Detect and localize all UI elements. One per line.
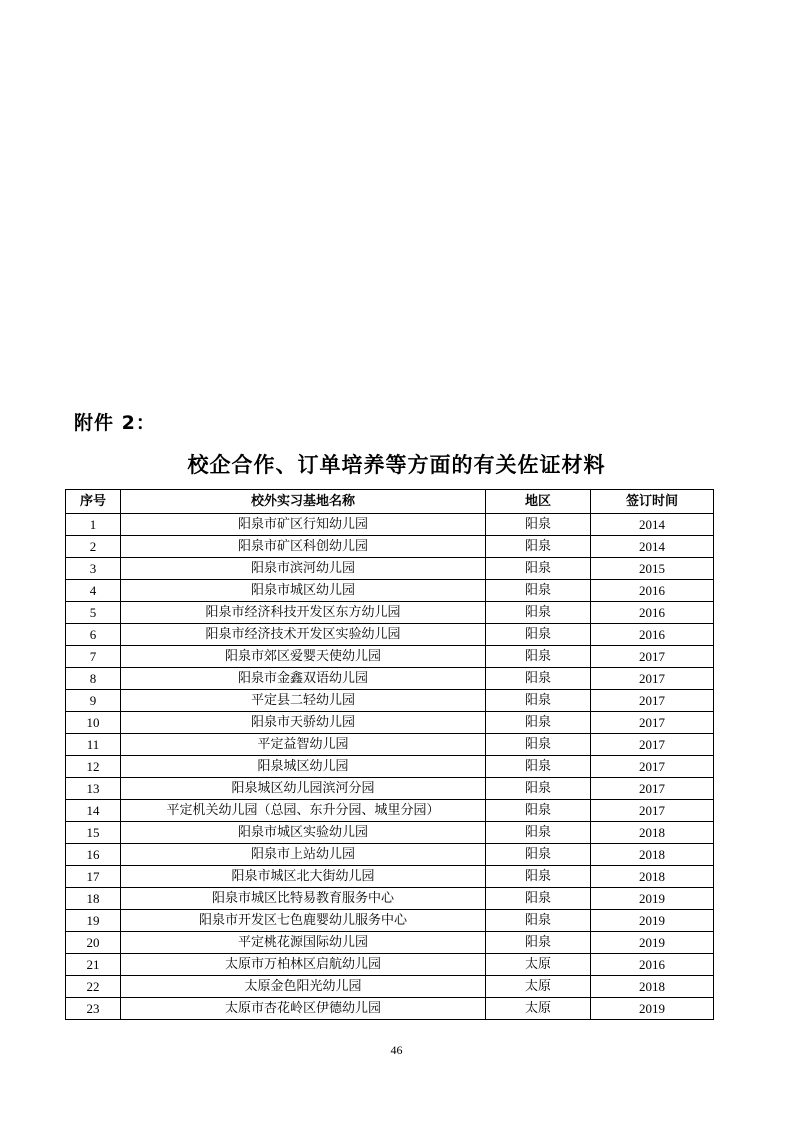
page-number: 46 [390,1043,403,1057]
cell-index: 10 [66,712,121,734]
table-body [66,514,714,1020]
cell-index: 12 [66,756,121,778]
cell-base-name: 平定桃花源国际幼儿园 [121,932,486,954]
cell-sign-date: 2019 [591,932,714,954]
header-region: 地区 [486,490,591,514]
table-row [66,888,714,910]
header-base-name: 校外实习基地名称 [121,490,486,514]
table-row [66,558,714,580]
cell-region: 阳泉 [486,536,591,558]
table-row [66,844,714,866]
table-row [66,514,714,536]
cell-base-name: 太原金色阳光幼儿园 [121,976,486,998]
cell-index: 16 [66,844,121,866]
cell-index: 5 [66,602,121,624]
table-row [66,800,714,822]
cell-base-name: 阳泉市城区北大街幼儿园 [121,866,486,888]
table-row [66,998,714,1020]
cell-base-name: 阳泉市城区幼儿园 [121,580,486,602]
table-row [66,910,714,932]
cell-index: 2 [66,536,121,558]
cell-base-name: 太原市万柏林区启航幼儿园 [121,954,486,976]
table-row [66,668,714,690]
cell-base-name: 阳泉市滨河幼儿园 [121,558,486,580]
cell-index: 4 [66,580,121,602]
cell-region: 阳泉 [486,668,591,690]
cell-region: 阳泉 [486,822,591,844]
cell-region: 阳泉 [486,646,591,668]
header-sign-date: 签订时间 [591,490,714,514]
cell-base-name: 阳泉市开发区七色鹿婴幼儿服务中心 [121,910,486,932]
cell-region: 太原 [486,998,591,1020]
cell-base-name: 太原市杏花岭区伊德幼儿园 [121,998,486,1020]
cell-region: 阳泉 [486,602,591,624]
cell-index: 6 [66,624,121,646]
cell-base-name: 阳泉市矿区科创幼儿园 [121,536,486,558]
cell-base-name: 阳泉市上站幼儿园 [121,844,486,866]
table-row [66,646,714,668]
cell-sign-date: 2016 [591,624,714,646]
table-row [66,756,714,778]
table-row [66,976,714,998]
cell-base-name: 平定县二轻幼儿园 [121,690,486,712]
table-row [66,536,714,558]
table-row [66,602,714,624]
cell-region: 阳泉 [486,800,591,822]
cell-sign-date: 2017 [591,646,714,668]
cell-region: 阳泉 [486,624,591,646]
cell-index: 15 [66,822,121,844]
cell-base-name: 阳泉城区幼儿园滨河分园 [121,778,486,800]
cell-region: 阳泉 [486,580,591,602]
cell-sign-date: 2015 [591,558,714,580]
cell-sign-date: 2019 [591,998,714,1020]
cell-index: 18 [66,888,121,910]
cell-sign-date: 2017 [591,800,714,822]
cell-region: 阳泉 [486,734,591,756]
cell-index: 7 [66,646,121,668]
cell-region: 阳泉 [486,888,591,910]
cell-region: 阳泉 [486,558,591,580]
cell-index: 17 [66,866,121,888]
cell-sign-date: 2017 [591,778,714,800]
header-index: 序号 [66,490,121,514]
cell-index: 8 [66,668,121,690]
cell-index: 22 [66,976,121,998]
cell-sign-date: 2017 [591,756,714,778]
cell-sign-date: 2016 [591,602,714,624]
practice-base-table [65,489,714,1020]
cell-base-name: 阳泉城区幼儿园 [121,756,486,778]
cell-sign-date: 2017 [591,690,714,712]
cell-sign-date: 2017 [591,668,714,690]
cell-index: 3 [66,558,121,580]
cell-base-name: 阳泉市城区实验幼儿园 [121,822,486,844]
cell-sign-date: 2019 [591,888,714,910]
cell-index: 1 [66,514,121,536]
cell-sign-date: 2018 [591,822,714,844]
cell-sign-date: 2018 [591,866,714,888]
table-row [66,778,714,800]
cell-base-name: 平定益智幼儿园 [121,734,486,756]
cell-sign-date: 2016 [591,954,714,976]
cell-region: 阳泉 [486,778,591,800]
cell-base-name: 平定机关幼儿园（总园、东升分园、城里分园） [121,800,486,822]
cell-region: 阳泉 [486,712,591,734]
table-header-row [66,490,714,514]
cell-base-name: 阳泉市郊区爱婴天使幼儿园 [121,646,486,668]
cell-base-name: 阳泉市天骄幼儿园 [121,712,486,734]
table-row [66,932,714,954]
cell-sign-date: 2017 [591,712,714,734]
cell-region: 太原 [486,954,591,976]
cell-index: 14 [66,800,121,822]
cell-region: 阳泉 [486,756,591,778]
cell-index: 9 [66,690,121,712]
cell-sign-date: 2018 [591,844,714,866]
table-row [66,822,714,844]
cell-region: 太原 [486,976,591,998]
table-row [66,580,714,602]
cell-index: 11 [66,734,121,756]
cell-region: 阳泉 [486,514,591,536]
cell-base-name: 阳泉市矿区行知幼儿园 [121,514,486,536]
document-title: 校企合作、订单培养等方面的有关佐证材料 [187,453,606,477]
cell-index: 13 [66,778,121,800]
cell-index: 21 [66,954,121,976]
annex-label: 附件 2： [74,412,156,434]
cell-region: 阳泉 [486,910,591,932]
table-row [66,866,714,888]
table-row [66,712,714,734]
cell-base-name: 阳泉市金鑫双语幼儿园 [121,668,486,690]
cell-region: 阳泉 [486,844,591,866]
cell-region: 阳泉 [486,690,591,712]
cell-sign-date: 2014 [591,536,714,558]
cell-index: 20 [66,932,121,954]
table-row [66,954,714,976]
table-row [66,734,714,756]
cell-index: 23 [66,998,121,1020]
table-row [66,624,714,646]
cell-base-name: 阳泉市城区比特易教育服务中心 [121,888,486,910]
cell-index: 19 [66,910,121,932]
cell-sign-date: 2014 [591,514,714,536]
cell-region: 阳泉 [486,932,591,954]
cell-region: 阳泉 [486,866,591,888]
cell-base-name: 阳泉市经济科技开发区东方幼儿园 [121,602,486,624]
cell-base-name: 阳泉市经济技术开发区实验幼儿园 [121,624,486,646]
cell-sign-date: 2019 [591,910,714,932]
cell-sign-date: 2016 [591,580,714,602]
cell-sign-date: 2017 [591,734,714,756]
table-row [66,690,714,712]
cell-sign-date: 2018 [591,976,714,998]
